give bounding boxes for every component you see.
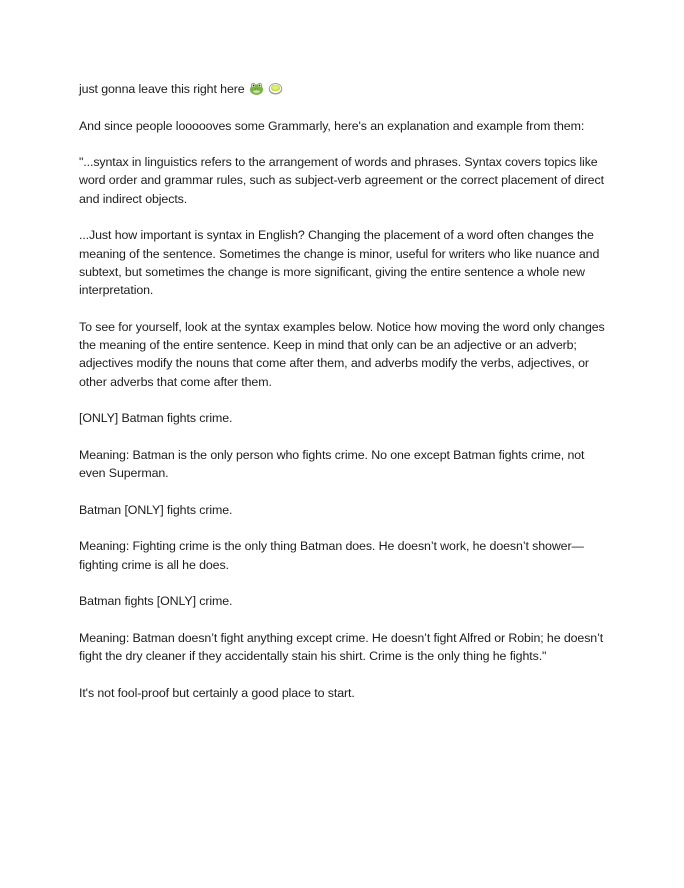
quote-paragraph: ...Just how important is syntax in English? Changing the placement of a word often changes the meaning of the sentence. Sometimes the change is minor, useful for writers who like nuance and subtext, but sometimes the change is more significant, giving the entire sentence a whole new interpretation. bbox=[79, 228, 600, 298]
frog-face-emoji-icon bbox=[249, 81, 264, 96]
intro-text: just gonna leave this right here bbox=[79, 82, 245, 96]
tea-cup-emoji-icon bbox=[268, 81, 283, 96]
example-meaning: Meaning: Batman is the only person who fights crime. No one except Batman fights crime, not even Superman. bbox=[79, 447, 585, 481]
quote-paragraph: To see for yourself, look at the syntax examples below. Notice how moving the word only changes the meaning of the entire sentence. Keep in mind that only can be an adjective or an adverb; adjectives modify the nouns that come after them, and adverbs modify the verbs, adjectives, or other adverbs that come after them. bbox=[79, 319, 605, 389]
closing-line: It's not fool-proof but certainly a good place to start. bbox=[79, 685, 355, 700]
post-body bbox=[79, 80, 609, 720]
lead-in: And since people loooooves some Grammarly, here's an explanation and example from them: bbox=[79, 118, 585, 133]
example-meaning: Meaning: Fighting crime is the only thing Batman does. He doesn’t work, he doesn’t shower—fighting crime is all he does. bbox=[79, 539, 584, 572]
example-meaning: Meaning: Batman doesn’t fight anything except crime. He doesn’t fight Alfred or Robin; he doesn’t fight the dry cleaner if they accidentally stain his shirt. Crime is the only thing he fights." bbox=[79, 630, 604, 664]
quote-paragraph: "...syntax in linguistics refers to the arrangement of words and phrases. Syntax covers topics like word order and grammar rules, such as subject-verb agreement or the correct placement of direct and indirect objects. bbox=[79, 155, 604, 206]
example-sentence: Batman fights [ONLY] crime. bbox=[79, 594, 233, 609]
intro-line bbox=[79, 80, 609, 98]
example-sentence: Batman [ONLY] fights crime. bbox=[79, 502, 233, 517]
example-sentence: [ONLY] Batman fights crime. bbox=[79, 411, 233, 426]
